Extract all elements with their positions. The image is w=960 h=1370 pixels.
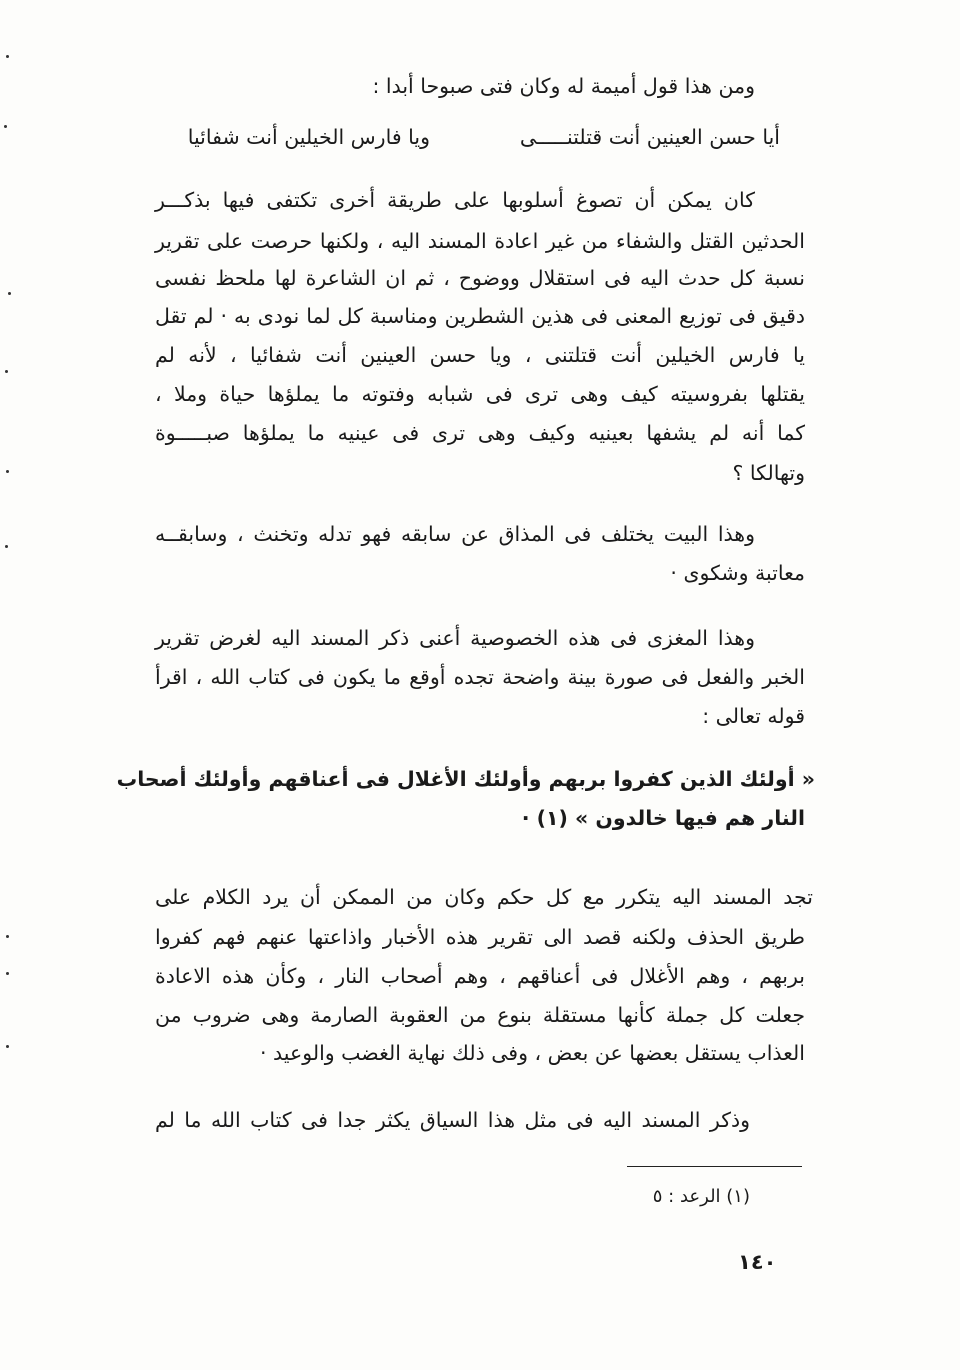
scan-speck — [6, 1045, 9, 1048]
scan-speck — [8, 292, 11, 295]
scan-speck — [6, 55, 9, 58]
verse-second-hemistich: ويا فارس الخيلين أنت شفائيا — [187, 125, 430, 149]
scan-speck — [5, 545, 8, 548]
paragraph-line: نسبة كل حدث اليه فى استقلال ووضوح ، ثم ان الشاعرة لها ملحظ نفسى — [155, 266, 805, 290]
paragraph-line: وذكر المسند اليه فى مثل هذا السياق يكثر جدا فى كتاب الله ما لم — [155, 1108, 750, 1132]
paragraph-line: طريق الحذف ولكنه قصد الى تقرير هذه الأخبار واذاعتها عنهم فهم كفروا — [155, 925, 805, 949]
verse-first-hemistich: أيا حسن العينين أنت قتلتنـــــى — [519, 125, 780, 149]
paragraph-line: يقتلها بفروسيته كيف وهى ترى فى شبابه وفتوته ما يملؤها حياة وملا ، — [155, 382, 805, 406]
paragraph-line: كما أنه لم يشفها بعينيه وكيف وهى ترى فى عينيه ما يملؤها صبـــــوة — [155, 421, 805, 445]
page-number: ١٤٠ — [738, 1250, 777, 1274]
paragraph-line: بربهم ، وهم الأغلال فى أعناقهم ، وهم أصحاب النار ، وكأن هذه الاعادة — [155, 964, 805, 988]
paragraph-line: الخبر والفعل فى صورة بينة واضحة تجده أوقع ما يكون فى كتاب الله ، اقرأ — [155, 665, 805, 689]
scan-speck — [5, 370, 8, 373]
scan-speck — [6, 470, 9, 473]
footnote: (١) الرعد : ٥ — [652, 1186, 750, 1207]
paragraph-line: تجد المسند اليه يتكرر مع كل حكم وكان من الممكن أن يرد الكلام على — [155, 885, 813, 909]
quran-quote-line: « أولئك الذين كفروا بربهم وأولئك الأغلال فى أعناقهم وأولئك أصحاب — [116, 767, 815, 791]
paragraph-line: قوله تعالى : — [702, 704, 805, 728]
paragraph-line: يا فارس الخيلين أنت قتلتنى ، ويا حسن العينين أنت شفائيا ، لأنه لم — [155, 343, 805, 367]
paragraph-line: وهذا البيت يختلف فى المذاق عن سابقه فهو تدله وتخنث ، وسابقــه — [155, 522, 755, 546]
paragraph-line: الحدثين القتل والشفاء من غير اعادة المسند اليه ، ولكنها حرصت على تقرير — [155, 229, 805, 253]
paragraph-line: معاتبة وشكوى · — [670, 561, 805, 585]
scan-speck — [6, 935, 9, 938]
paragraph-line: جعلت كل جملة كأنها مستقلة بنوع من العقوبة الصارمة وهى ضروب من — [155, 1003, 805, 1027]
paragraph-line: وهذا المغزى فى هذه الخصوصية أعنى ذكر المسند اليه لغرض تقرير — [155, 626, 755, 650]
scan-speck — [6, 972, 9, 975]
paragraph-line: دقيق فى توزيع المعنى فى هذين الشطرين ومناسبة كل لما نودى به · لم تقل — [155, 304, 805, 328]
quran-quote-line: النار هم فيها خالدون » (١) · — [521, 806, 805, 830]
paragraph-line: العذاب يستقل بعضها عن بعض ، وفى ذلك نهاية الغضب والوعيد · — [260, 1041, 805, 1065]
scan-speck — [4, 125, 7, 128]
paragraph-line: وتهالكا ؟ — [732, 461, 805, 485]
footnote-divider — [627, 1166, 802, 1167]
intro-line: ومن هذا قول أميمة له وكان فتى صبوحا أبدا : — [372, 74, 755, 98]
paragraph-line: كان يمكن أن تصوغ أسلوبها على طريقة أخرى تكتفى فيها بذكـــر — [155, 188, 755, 212]
